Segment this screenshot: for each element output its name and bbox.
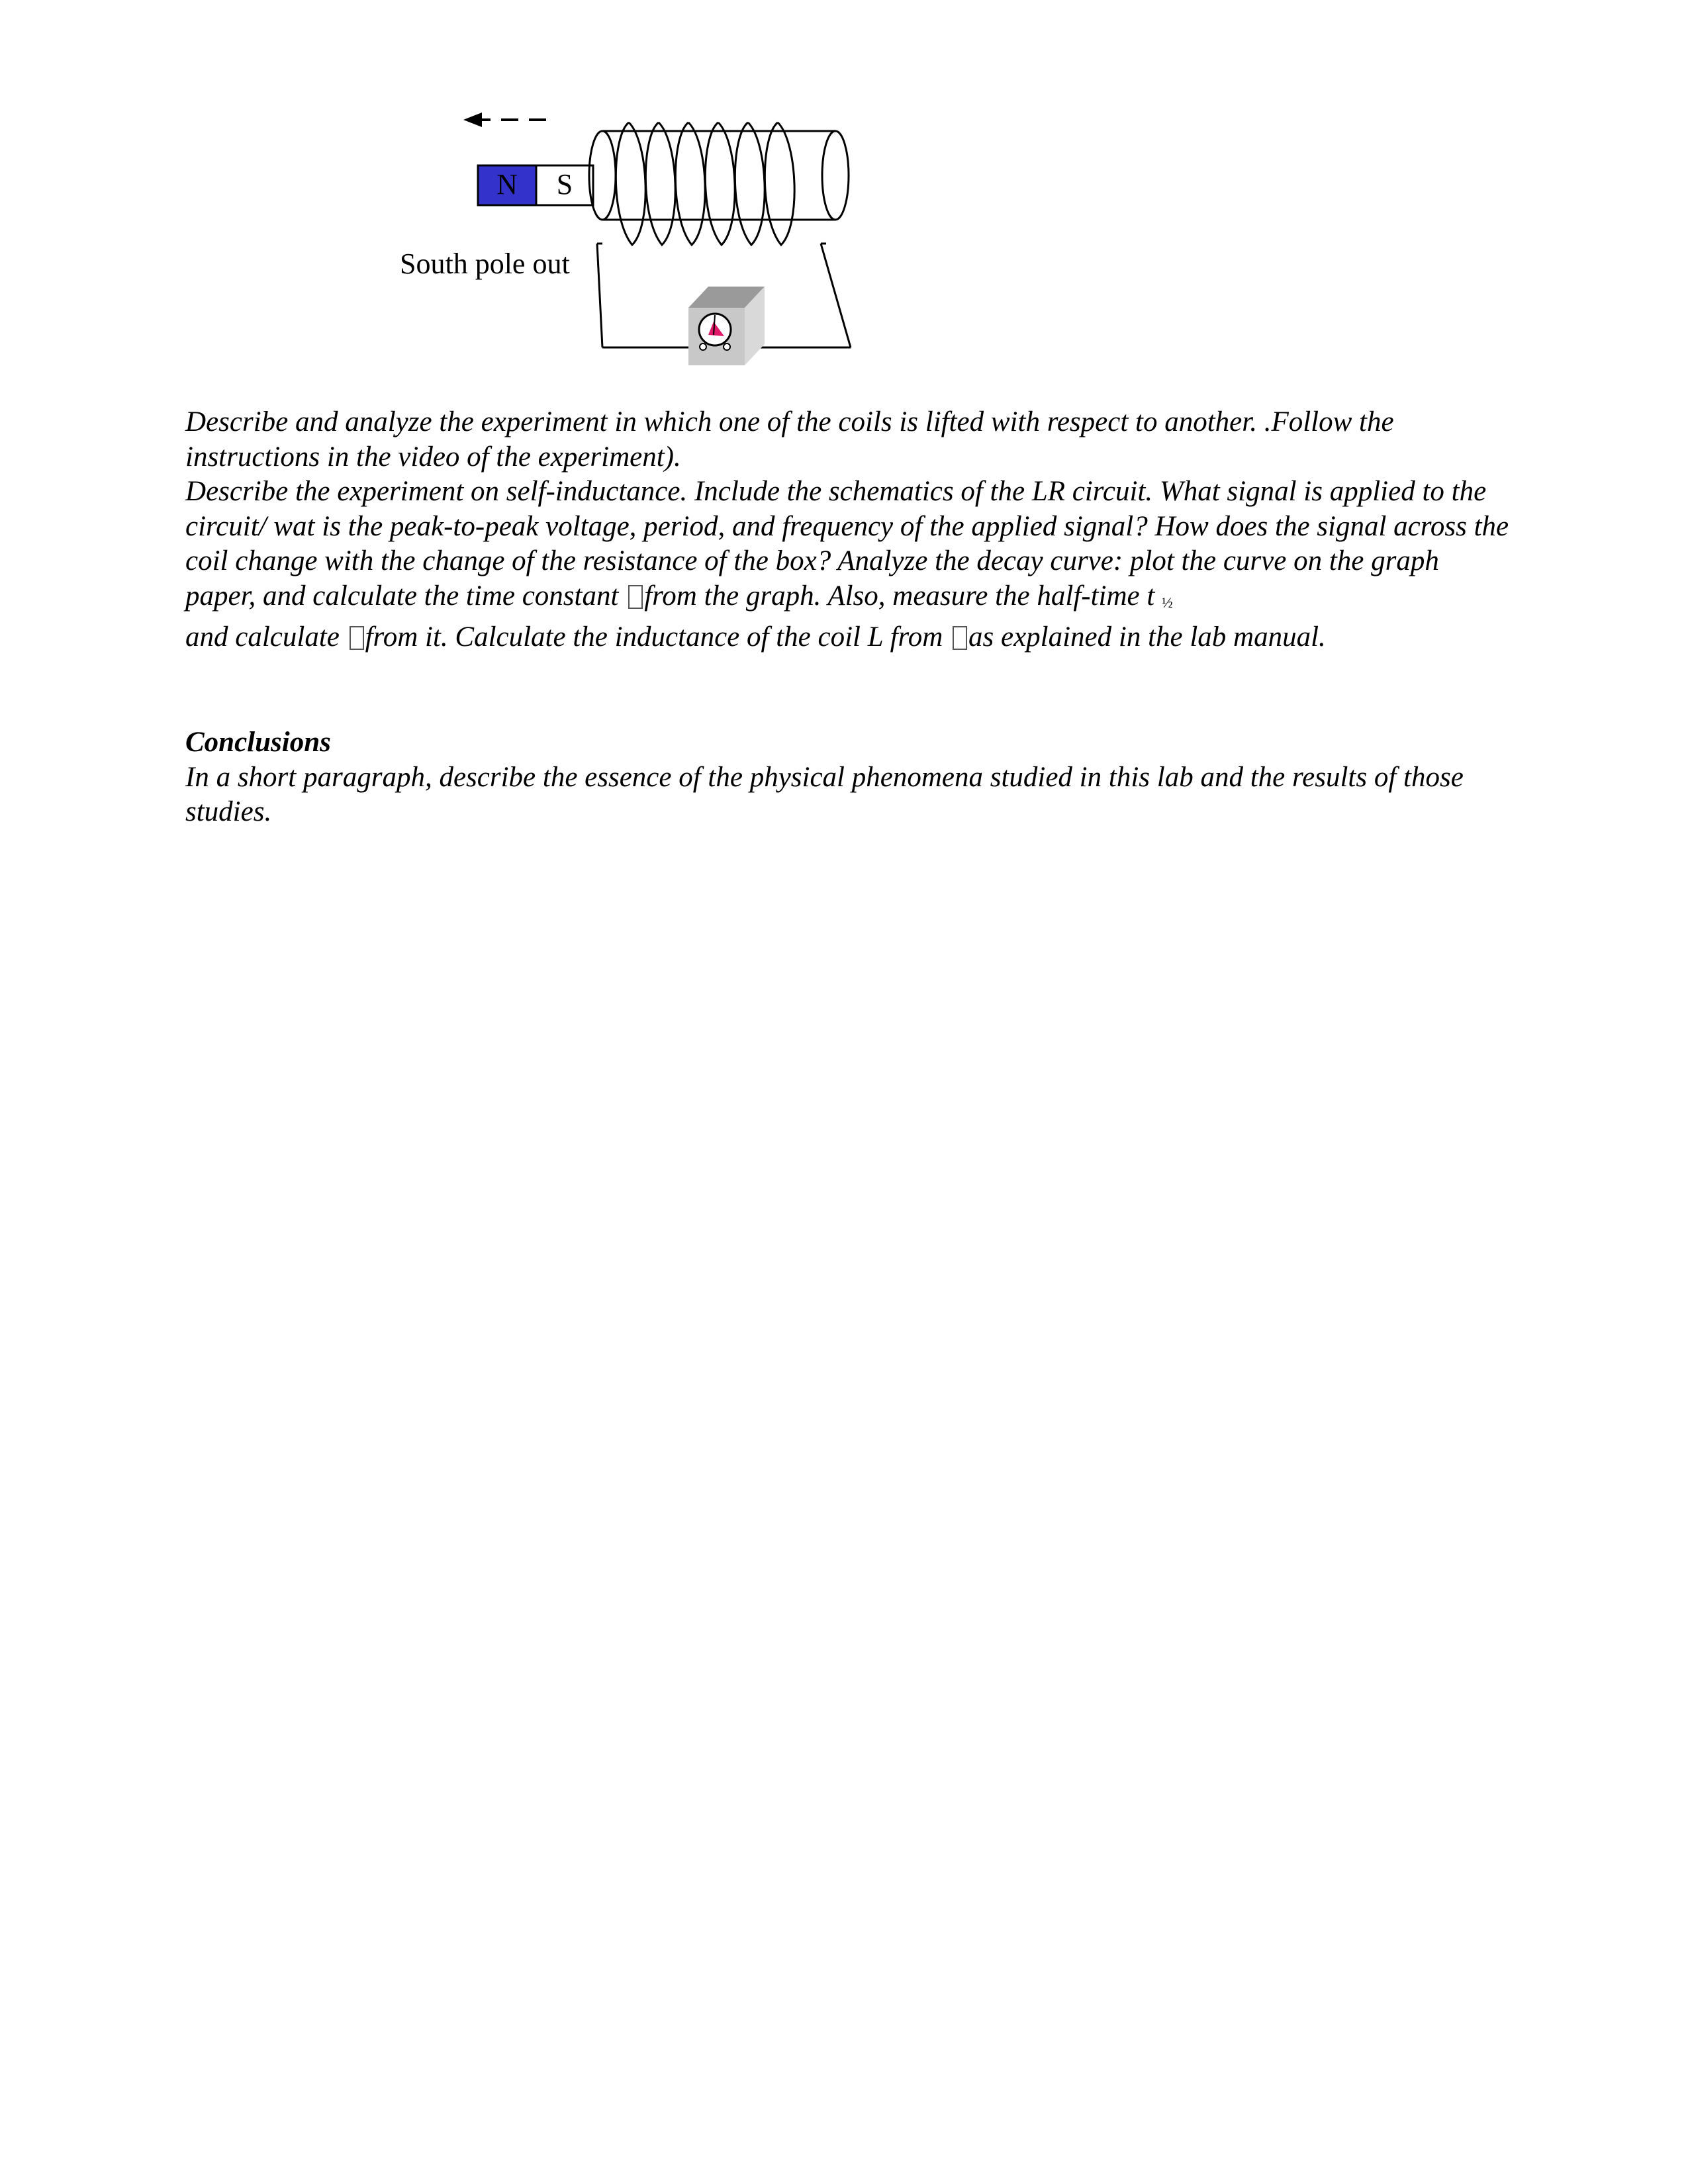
half-subscript: ½: [1162, 594, 1173, 611]
magnet-north-label: N: [496, 168, 518, 201]
self-inductance-text-1: Describe the experiment on self-inductance. Include the schematics of the LR circuit. What signal is applied to the circuit/ wat is the peak-to-peak voltage, period, and frequency of the applied signal? How does the signal across the coil change with the change of the resistance of the box? Analyze the decay curve: plot the curve on the graph paper, and calculate the time constant: [185, 476, 1509, 612]
coil-windings: [616, 122, 794, 245]
coil-lift-paragraph: Describe and analyze the experiment in which one of the coils is lifted with respect to another. .Follow the instructions in the video of the experiment).: [185, 406, 1394, 473]
magnet-coil-diagram: [0, 0, 927, 384]
self-inductance-paragraph: [185, 475, 1516, 655]
self-inductance-text-3: and calculate: [185, 621, 340, 653]
bar-magnet: [478, 165, 593, 205]
tau-symbol-icon: [350, 626, 364, 650]
self-inductance-text-4: from it. Calculate the inductance of the coil L from: [365, 621, 943, 653]
self-inductance-text-2: from the graph. Also, measure the half-time t: [644, 580, 1155, 612]
conclusions-heading: Conclusions: [185, 727, 331, 758]
self-inductance-text-5: as explained in the lab manual.: [968, 621, 1326, 653]
figure-caption: South pole out: [400, 248, 570, 280]
coil-cylinder: [589, 131, 849, 220]
galvanometer: [688, 287, 765, 365]
tau-symbol-icon: [628, 585, 643, 609]
motion-arrow: [463, 113, 553, 127]
magnet-south-label: S: [556, 168, 573, 201]
conclusions-section: [185, 725, 1516, 830]
analysis-instructions: [185, 405, 1516, 655]
tau-symbol-icon: [953, 626, 967, 650]
conclusions-text: In a short paragraph, describe the essence of the physical phenomena studied in this lab and the results of those studies.: [185, 761, 1464, 827]
